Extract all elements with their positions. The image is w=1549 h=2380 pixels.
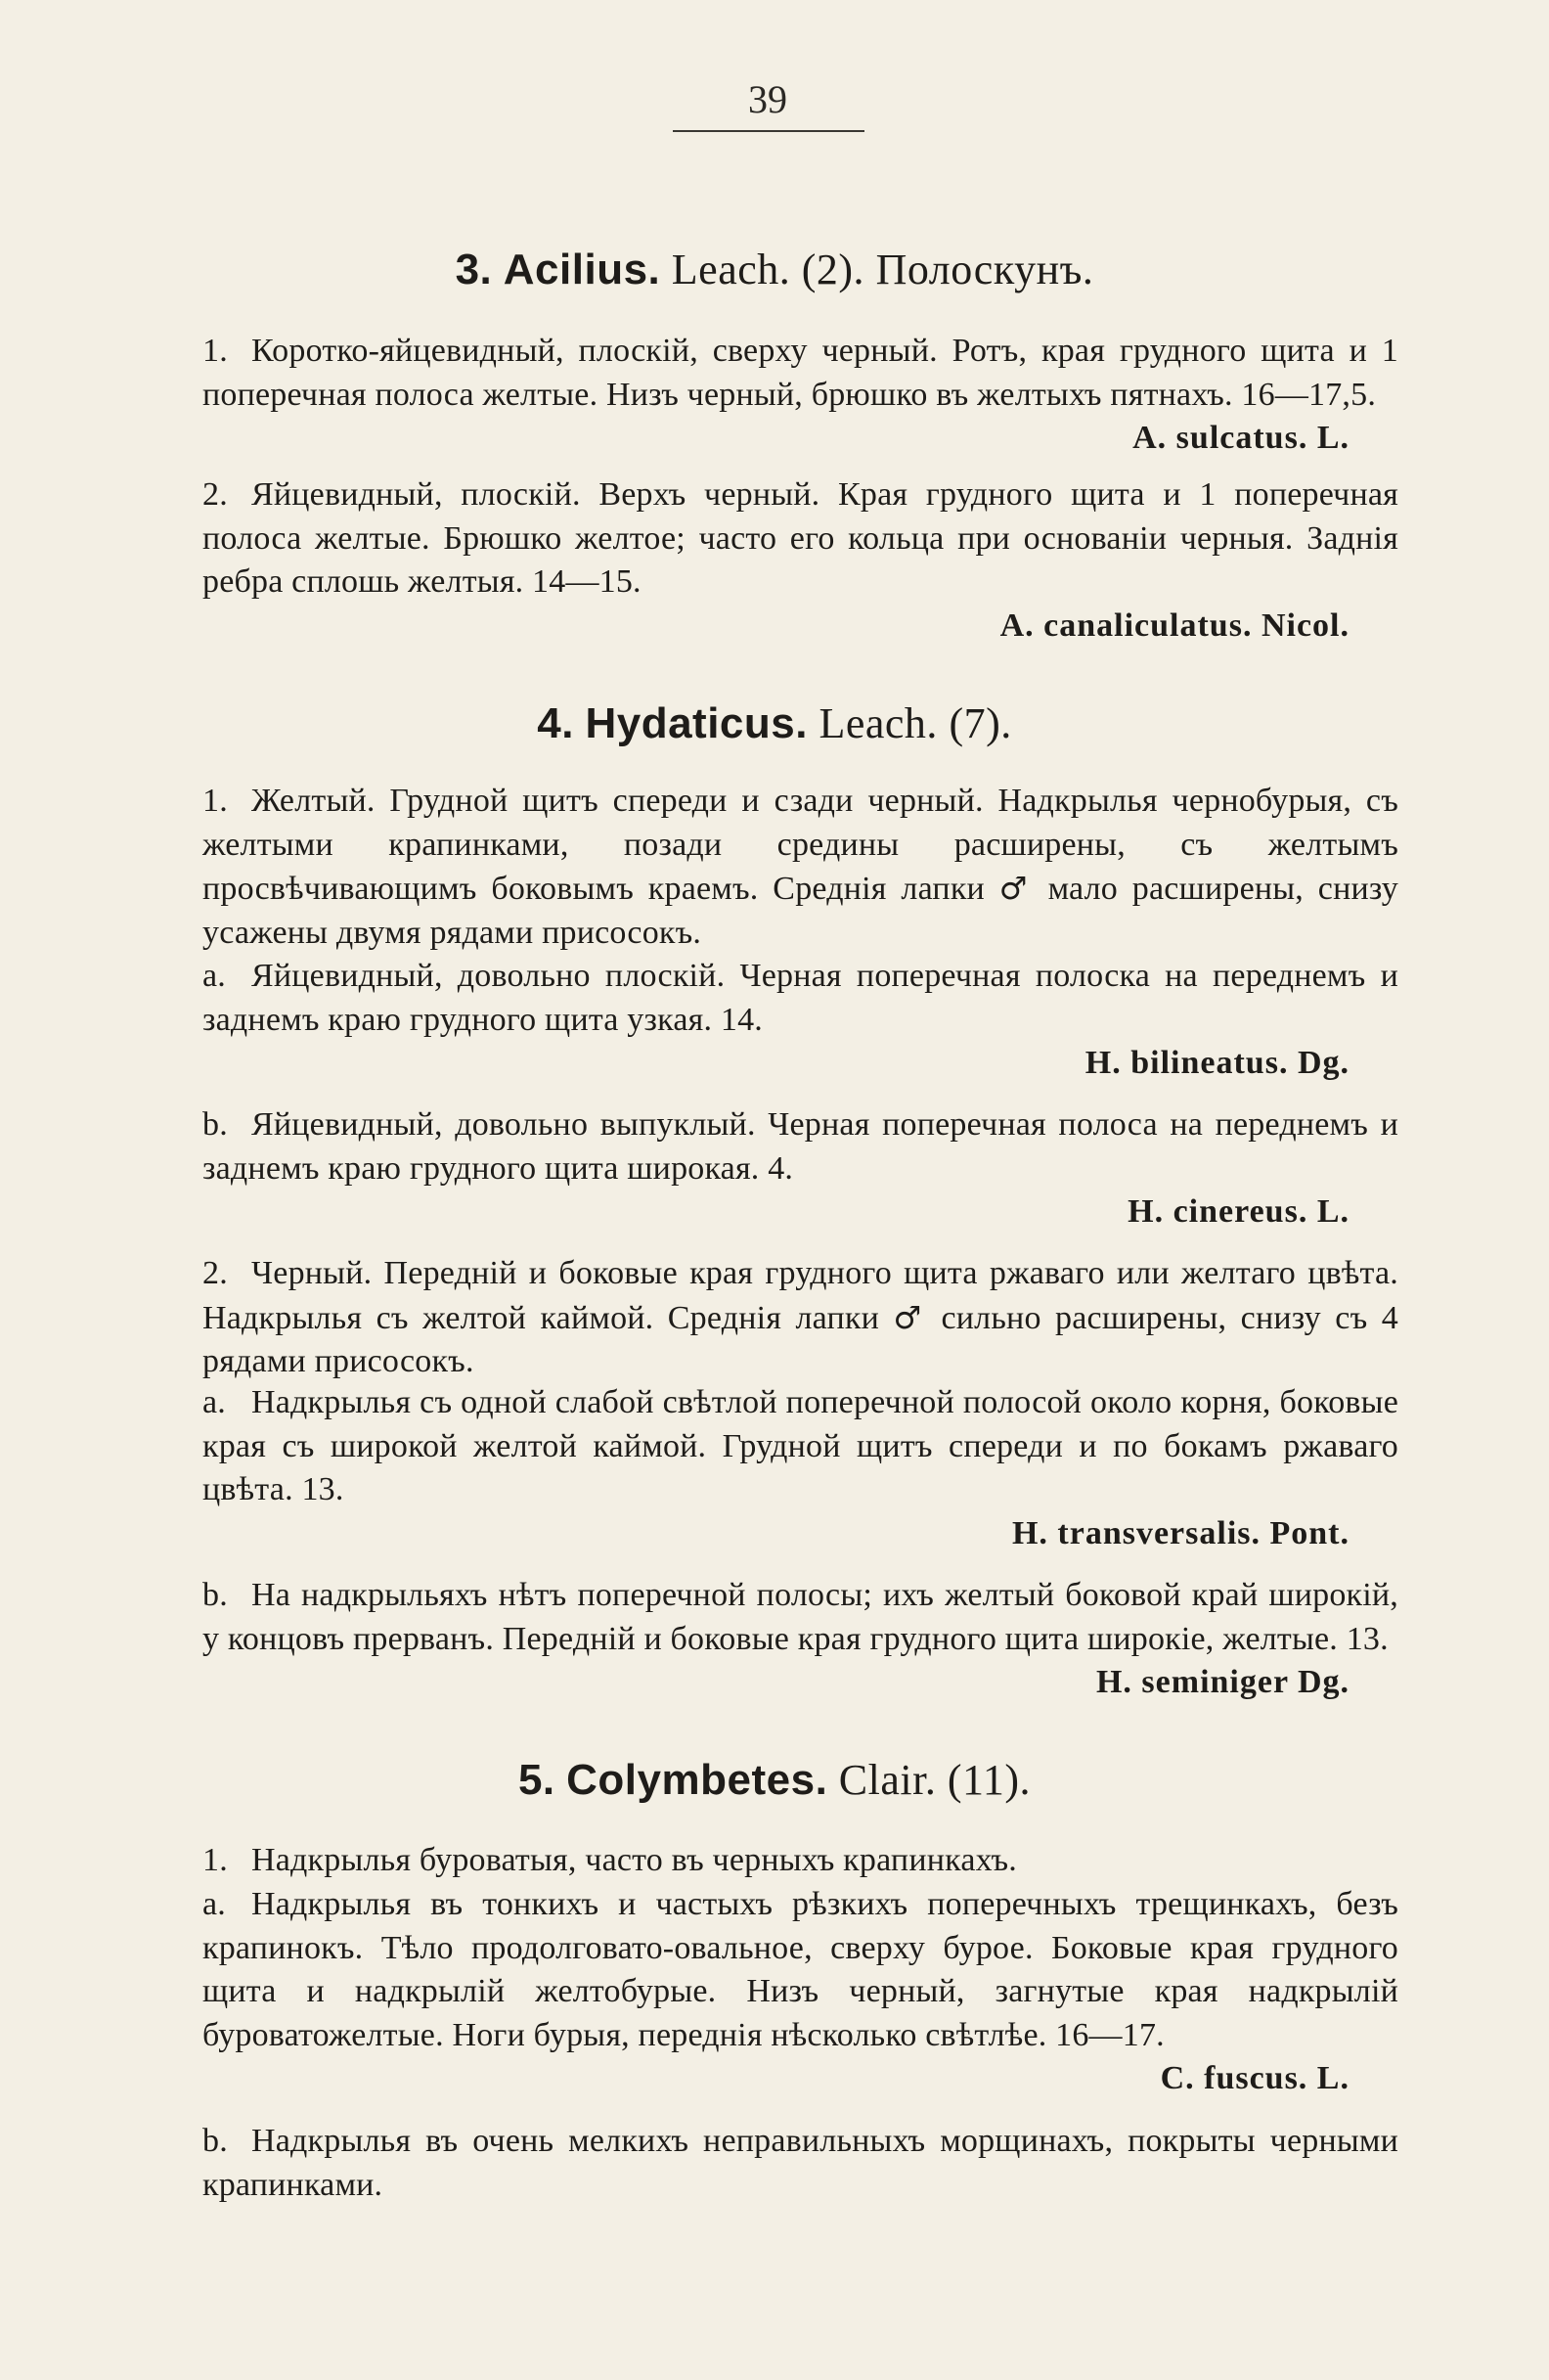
entry-text: Яйцевидный, плоскій. Верхъ черный. Края грудного щита и 1 поперечная полоса желтые. Брюшко желтое; часто его кольца при основаніи черныя. Заднія ребра сплошь желтыя. 14—15.: [202, 476, 1398, 600]
key-entry: [202, 1103, 1398, 1235]
key-entry: [202, 1883, 1398, 2101]
species-count: (7).: [949, 699, 1012, 747]
entry-marker: b.: [202, 1577, 228, 1613]
entry-text: Надкрылья въ очень мелкихъ неправильныхъ морщинахъ, покрыты черными крапинками.: [202, 2123, 1398, 2203]
entry-marker: b.: [202, 1106, 228, 1143]
genus-name: Hydaticus.: [585, 699, 808, 747]
key-entry: [202, 1574, 1398, 1705]
key-entry: [202, 780, 1398, 955]
species-name: C. fuscus. L.: [1160, 2060, 1350, 2096]
section-number: 5.: [517, 1756, 555, 1804]
entry-text: Черный. Передній и боковые края грудного щита ржаваго или желтаго цвѣта. Надкрылья съ желтой каймой. Среднія лапки: [202, 1255, 1398, 1336]
entry-text: Яйцевидный, довольно плоскій. Черная поперечная полоска на переднемъ и заднемъ краю грудного щита узкая. 14.: [202, 958, 1398, 1038]
species-name: H. transversalis. Pont.: [1011, 1514, 1350, 1551]
entry-marker: 1.: [202, 333, 228, 369]
section-number: 4.: [537, 699, 574, 747]
section-heading-colymbetes: [0, 1753, 1549, 1808]
genus-author: Clair.: [838, 1756, 937, 1804]
male-symbol-icon: ♂: [998, 870, 1034, 907]
entry-marker: 2.: [202, 476, 228, 513]
genus-name: Colymbetes.: [566, 1756, 828, 1804]
entry-text: Коротко-яйцевидный, плоскій, сверху черный. Ротъ, края грудного щита и 1 поперечная полоса желтые. Низъ черный, брюшко въ желтыхъ пятнахъ. 16—17,5.: [202, 333, 1398, 413]
key-entry: [202, 1252, 1398, 1384]
entry-text: На надкрыльяхъ нѣтъ поперечной полосы; ихъ желтый боковой край широкій, у концовъ прерванъ. Передній и боковые края грудного щита широкіе, желтые. 13.: [202, 1577, 1398, 1657]
common-name: Полоскунъ.: [875, 246, 1094, 293]
entry-text-continued: мало расширены, снизу усажены двумя рядами присосокъ.: [202, 871, 1398, 951]
entry-text: Яйцевидный, довольно выпуклый. Черная поперечная полоса на переднемъ и заднемъ краю грудного щита широкая. 4.: [202, 1106, 1398, 1187]
genus-author: Leach.: [671, 246, 791, 293]
section-number: 3.: [455, 246, 493, 293]
genus-author: Leach.: [819, 699, 938, 747]
entry-marker: a.: [202, 1886, 226, 1922]
key-entry: [202, 473, 1398, 648]
key-entry: [202, 1381, 1398, 1555]
page-number-rule: [673, 130, 864, 132]
species-name: H. seminiger Dg.: [1095, 1664, 1350, 1700]
entry-marker: a.: [202, 958, 226, 994]
entry-marker: 2.: [202, 1255, 228, 1291]
male-symbol-icon: ♂: [893, 1298, 928, 1336]
entry-text: Надкрылья съ одной слабой свѣтлой поперечной полосой около корня, боковые края съ широкой желтой каймой. Грудной щитъ спереди и по бокамъ ржаваго цвѣта. 13.: [202, 1384, 1398, 1507]
key-entry: [202, 955, 1398, 1086]
section-heading-hydaticus: [0, 696, 1549, 751]
entry-text: Надкрылья буроватыя, часто въ черныхъ крапинкахъ.: [251, 1842, 1018, 1878]
key-entry: [202, 330, 1398, 461]
species-name: A. canaliculatus. Nicol.: [999, 606, 1350, 644]
entry-text: Надкрылья въ тонкихъ и частыхъ рѣзкихъ поперечныхъ трещинкахъ, безъ крапинокъ. Тѣло продолговато-овальное, сверху бурое. Боковые края грудного щита и надкрылій желтобурые. Низъ черный, загнутые края надкрылій буроватожелтые. Ноги бурыя, переднія нѣсколько свѣтлѣе. 16—17.: [202, 1886, 1398, 2053]
entry-marker: b.: [202, 2123, 228, 2159]
species-name: H. bilineatus. Dg.: [1084, 1045, 1350, 1081]
page-number: 39: [748, 77, 787, 121]
genus-name: Acilius.: [503, 246, 661, 293]
entry-text-continued: сильно расширены, снизу съ 4 рядами присосокъ.: [202, 1299, 1398, 1379]
entry-marker: 1.: [202, 1842, 228, 1878]
entry-text: Желтый. Грудной щитъ спереди и сзади черный. Надкрылья чернобурыя, съ желтыми крапинками, позади средины расширены, съ желтымъ просвѣчивающимъ боковымъ краемъ. Среднія лапки: [202, 783, 1398, 907]
key-entry: [202, 1839, 1398, 1883]
species-name: H. cinereus. L.: [1128, 1193, 1350, 1230]
key-entry: [202, 2120, 1398, 2207]
species-count: (11).: [947, 1756, 1032, 1804]
species-count: (2).: [801, 246, 865, 293]
species-name: A. sulcatus. L.: [1132, 420, 1350, 456]
entry-marker: a.: [202, 1384, 226, 1420]
entry-marker: 1.: [202, 783, 228, 819]
section-heading-acilius: [0, 243, 1549, 297]
